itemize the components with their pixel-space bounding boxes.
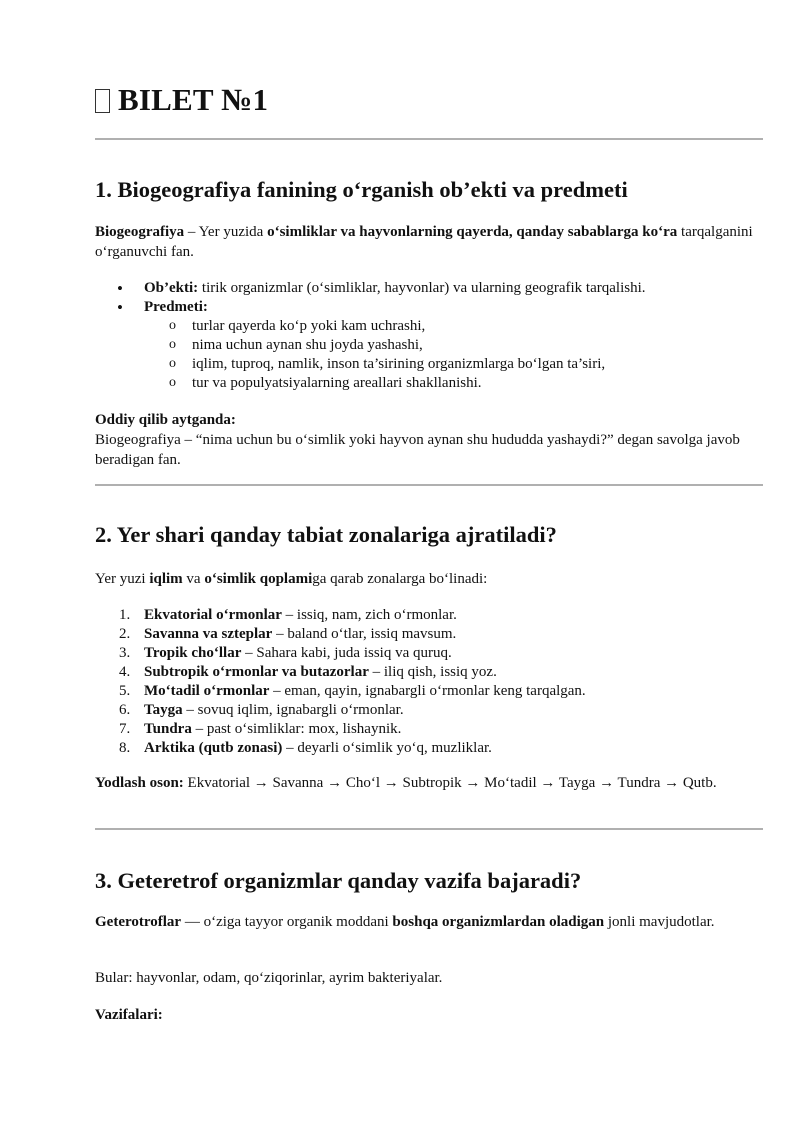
zone-list-item [95,663,755,682]
subject-sublist [95,317,755,393]
zone-name: Arktika (qutb zonasi) [144,740,283,756]
definition-paragraph [95,912,715,932]
zone-list-item [95,682,755,701]
zone-list-item [95,606,755,625]
section-3-definition [95,912,755,932]
emphasis-bold: o‘simlik qoplami [204,571,313,587]
zone-name: Tayga [144,702,183,718]
section-1-intro [95,222,755,262]
emphasis-bold: iqlim [149,571,183,587]
emphasis-bold: o‘simliklar va hayvonlarning qayerda, qanday sabablarga ko‘ra [267,224,678,240]
memo-block [95,773,755,793]
zone-description: – iliq qish, issiq yoz. [368,664,497,680]
sub-list-item: o iqlim, tuproq, namlik, inson ta’sirining organizmlarga bo‘lgan ta’siri, [95,355,755,374]
zone-name: Savanna va szteplar [144,626,273,642]
list-item-subject [95,298,755,317]
zone-name: Mo‘tadil o‘rmonlar [144,683,270,699]
zone-number: 8. [119,740,131,756]
list-item-object [95,279,755,298]
zone-list-item [95,644,755,663]
zone-description: – baland o‘tlar, issiq mavsum. [272,626,457,642]
zone-list-item [95,739,755,758]
subject-label: Predmeti: [144,299,208,315]
section-3-tasks [95,1005,755,1025]
object-text: tirik organizmlar (o‘simliklar, hayvonlar) va ularning geografik tarqalishi. [198,280,646,296]
memo-text: Ekvatorial → Savanna → Cho‘l → Subtropik → Mo‘tadil → Tayga → Tundra → Qutb. [183,775,717,791]
page-title-text: BILET №1 [118,82,269,117]
section-3-examples [95,968,755,988]
zone-name: Tundra [144,721,192,737]
section-1-heading: 1. Biogeografiya fanining o‘rganish ob’ekti va predmeti [95,177,628,202]
zone-number: 6. [119,702,131,718]
memo-label: Yodlash oson: [95,775,184,791]
emphasis-bold: boshqa organizmlardan oladigan [392,914,605,930]
tasks-label: Vazifalari: [95,1007,163,1023]
section-1-summary [95,410,755,470]
text: jonli mavjudotlar. [604,914,715,930]
summary-label: Oddiy qilib aytganda: [95,412,236,428]
zone-number: 2. [119,626,131,642]
zone-number: 1. [119,607,131,623]
zone-description: – past o‘simliklar: mox, lishaynik. [191,721,402,737]
zone-number: 5. [119,683,131,699]
zone-name: Subtropik o‘rmonlar va butazorlar [144,664,369,680]
zone-list-item [95,701,755,720]
term-bold: Geterotroflar [95,914,182,930]
zones-list [95,606,755,758]
section-1-list [95,279,755,393]
zone-list-item [95,720,755,739]
object-label: Ob’ekti: [144,280,199,296]
divider [95,828,763,830]
zone-list-item [95,625,755,644]
examples-text: Bular: hayvonlar, odam, qo‘ziqorinlar, ayrim bakteriyalar. [95,970,443,986]
section-3-heading: 3. Geteretrof organizmlar qanday vazifa bajaradi? [95,868,582,893]
memo-paragraph [95,773,735,793]
zone-description: – Sahara kabi, juda issiq va quruq. [241,645,452,661]
text: — o‘ziga tayyor organik moddani [181,914,393,930]
sub-list-item: o turlar qayerda ko‘p yoki kam uchrashi, [95,317,755,336]
text: – Yer yuzida [184,224,268,240]
text: ga qarab zonalarga bo‘linadi: [312,571,488,587]
text: Yer yuzi [95,571,150,587]
missing-glyph-icon [95,89,110,113]
zone-description: – issiq, nam, zich o‘rmonlar. [281,607,457,623]
zone-name: Tropik cho‘llar [144,645,242,661]
sub-list-item: o tur va populyatsiyalarning areallari shakllanishi. [95,374,755,393]
zone-number: 7. [119,721,131,737]
zone-description: – eman, qayin, ignabargli o‘rmonlar keng tarqalgan. [269,683,586,699]
divider [95,138,763,140]
text: tarqalganini o‘rganuvchi fan. [95,224,753,260]
summary-text: Biogeografiya – “nima uchun bu o‘simlik yoki hayvon aynan shu hududda yashaydi?” degan savolga javob beradigan fan. [95,432,740,468]
term-bold: Biogeografiya [95,224,185,240]
zone-name: Ekvatorial o‘rmonlar [144,607,282,623]
intro-paragraph [95,569,755,589]
zone-number: 3. [119,645,131,661]
zone-description: – sovuq iqlim, ignabargli o‘rmonlar. [182,702,404,718]
section-2-intro [95,569,755,589]
text: va [182,571,205,587]
divider [95,484,763,486]
sub-list-item: o nima uchun aynan shu joyda yashashi, [95,336,755,355]
intro-paragraph [95,222,755,262]
zone-number: 4. [119,664,131,680]
page-title [95,82,268,118]
zone-description: – deyarli o‘simlik yo‘q, muzliklar. [282,740,492,756]
section-2-heading: 2. Yer shari qanday tabiat zonalariga ajratiladi? [95,522,557,547]
